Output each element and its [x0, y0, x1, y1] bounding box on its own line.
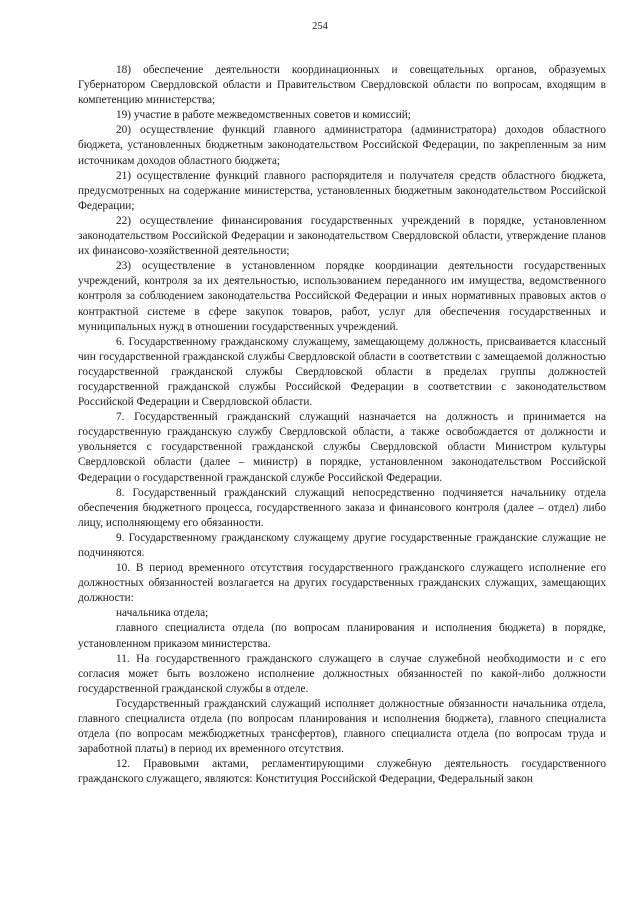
document-body: [78, 63, 606, 788]
paragraph-item-21: 21) осуществление функций главного распорядителя и получателя средств областного бюджета, предусмотренных на содержание министерства, установленных бюджетным законодательством Российской Федерации;: [78, 169, 606, 212]
paragraph-section-6: 6. Государственному гражданскому служащему, замещающему должность, присваивается классный чин государственной гражданской службы Свердловской области в соответствии с замещаемой должностью государственной гражданской службы Свердловской области в пределах группы должностей государственной гражданской службы Российской Федерации в соответствии с законодательством Российской Федерации и Свердловской области.: [78, 335, 606, 409]
paragraph-item-22: 22) осуществление финансирования государственных учреждений в порядке, установленном законодательством Российской Федерации и законодательством Свердловской области, утверждение планов их финансово-хозяйственной деятельности;: [78, 214, 606, 258]
paragraph-section-8: 8. Государственный гражданский служащий непосредственно подчиняется начальнику отдела обеспечения бюджетного процесса, государственного заказа и финансового контроля (далее – отдел) либо лицу, исполняющему его обязанности.: [78, 486, 606, 529]
paragraph-section-10: 10. В период временного отсутствия государственного гражданского служащего исполнение его должностных обязанностей возлагается на других государственных гражданских служащих, замещающих должности:: [78, 562, 606, 605]
paragraph-item-19: 19) участие в работе межведомственных советов и комиссий;: [116, 109, 411, 122]
paragraph-section-11-continued: Государственный гражданский служащий исполняет должностные обязанности начальника отдела, главного специалиста отдела (по вопросам планирования и исполнения бюджета), главного специалиста отдела (по вопросам межбюджетных трансфертов), главного специалиста отдела (по вопросам труда и заработной платы) в период их временного отсутствия.: [78, 697, 606, 756]
paragraph-item-18: 18) обеспечение деятельности координационных и совещательных органов, образуемых Губернатором Свердловской области и Правительством Свердловской области по вопросам, входящим в компетенцию министерства;: [78, 64, 606, 107]
paragraph-section-11: 11. На государственного гражданского служащего в случае служебной необходимости и с его согласия может быть возложено исполнение должностных обязанностей по какой-либо должности государственной гражданской службы в отделе.: [78, 652, 606, 695]
paragraph-item-23: 23) осуществление в установленном порядке координации деятельности государственных учреждений, контроля за их деятельностью, использованием переданного им имущества, ведомственного контроля за соблюдением законодательства Российской Федерации и иных нормативных правовых актов о контрактной системе в сфере закупок товаров, работ, услуг для обеспечения государственных и муниципальных нужд в отношении государственных учреждений.: [78, 260, 606, 333]
paragraph-section-12: 12. Правовыми актами, регламентирующими служебную деятельность государственного гражданского служащего, являются: Конституция Российской Федерации, Федеральный закон: [78, 758, 606, 786]
paragraph-item-20: 20) осуществление функций главного администратора (администратора) доходов областного бюджета, установленных бюджетным законодательством Российской Федерации, по закрепленным за ним источникам доходов областного бюджета;: [78, 124, 606, 167]
paragraph-section-9: 9. Государственному гражданскому служащему другие государственные гражданские служащие не подчиняются.: [78, 531, 606, 559]
paragraph-section-10-item-1: начальника отдела;: [116, 607, 209, 620]
paragraph-section-10-item-2: главного специалиста отдела (по вопросам планирования и исполнения бюджета) в порядке, установленном приказом министерства.: [78, 622, 606, 650]
page-number: 254: [312, 21, 328, 32]
paragraph-section-7: 7. Государственный гражданский служащий назначается на должность и принимается на государственную гражданскую службу Свердловской области, а также освобождается от должности и увольняется с государственной гражданской службы Свердловской области Министром культуры Свердловской области (далее – министр) в порядке, установленном законодательством Российской Федерации о государственной гражданской службе Российской Федерации.: [78, 411, 606, 484]
